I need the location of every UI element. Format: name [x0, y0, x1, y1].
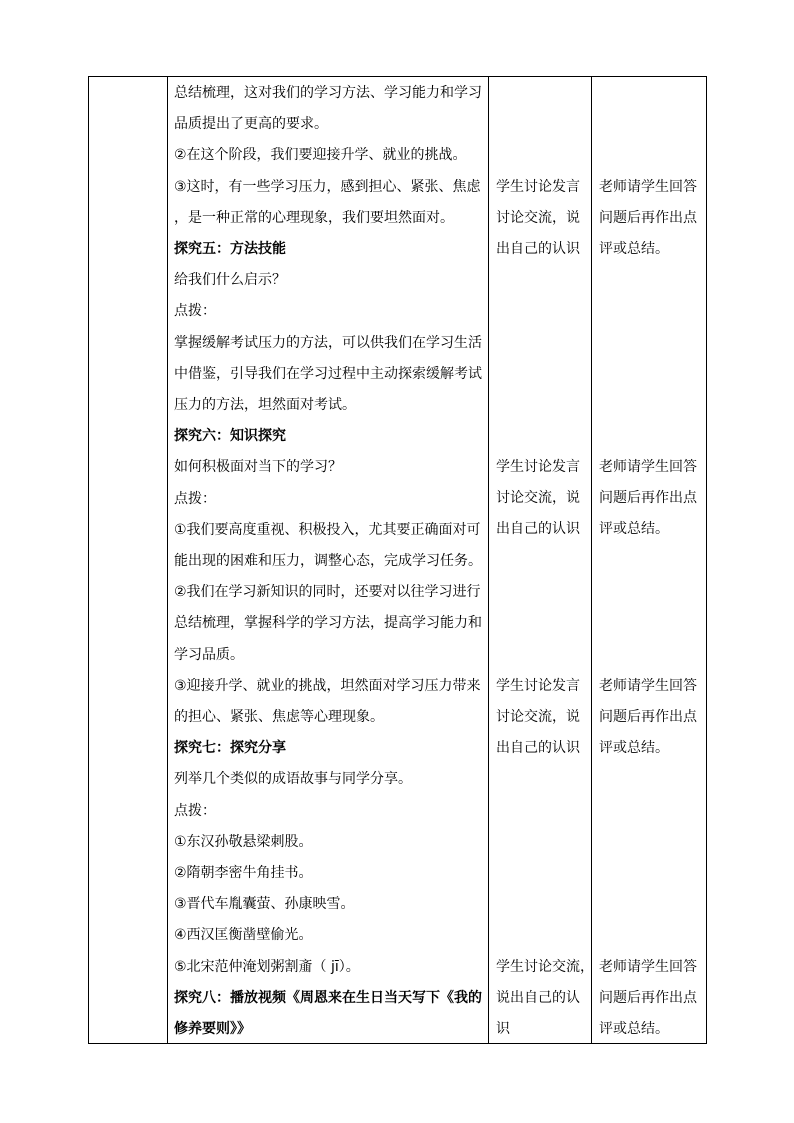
content-line: ①我们要高度重视、积极投入，尤其要正确面对可 — [174, 521, 481, 538]
student-activity-line: 学生讨论发言 — [496, 678, 580, 694]
content-line: ⑤北宋范仲淹划粥割齑（ jī）。 — [174, 958, 360, 975]
table-right-border — [706, 76, 707, 1044]
section-heading: 探究七：探究分享 — [174, 740, 286, 757]
section-heading: 修养要则》》 — [174, 1021, 251, 1037]
student-activity-line: 出自己的认识 — [496, 740, 580, 756]
teacher-activity-line: 评或总结。 — [599, 521, 669, 537]
teacher-activity-line: 老师请学生回答 — [599, 459, 697, 475]
content-line: 掌握缓解考试压力的方法，可以供我们在学习生活 — [174, 334, 482, 351]
content-line: 品质提出了更高的要求。 — [174, 116, 328, 133]
content-line: ④西汉匡衡凿壁偷光。 — [174, 927, 313, 944]
teacher-activity-line: 老师请学生回答 — [599, 959, 697, 975]
table-bottom-border — [88, 1043, 706, 1044]
teacher-activity-line: 评或总结。 — [599, 1021, 669, 1037]
content-line: 学习品质。 — [174, 646, 244, 663]
content-line: 如何积极面对当下的学习？ — [174, 459, 342, 476]
student-activity-line: 学生讨论发言 — [496, 179, 580, 195]
column-divider-1 — [167, 76, 168, 1044]
content-line: 压力的方法，坦然面对考试。 — [174, 397, 356, 413]
content-line: ①东汉孙敬悬梁刺股。 — [174, 833, 313, 850]
content-line: 的担心、紧张、焦虑等心理现象。 — [174, 709, 384, 725]
content-line: ，是一种正常的心理现象，我们要坦然面对。 — [174, 209, 454, 226]
content-line: ②隋朝李密牛角挂书。 — [174, 865, 313, 881]
content-line: 总结梳理，这对我们的学习方法、学习能力和学习 — [174, 85, 482, 101]
column-divider-2 — [488, 76, 489, 1044]
section-heading: 探究六：知识探究 — [174, 428, 286, 445]
content-line: ③迎接升学、就业的挑战，坦然面对学习压力带来 — [174, 677, 481, 694]
student-activity-line: 出自己的认识 — [496, 521, 580, 537]
content-line: 中借鉴，引导我们在学习过程中主动探索缓解考试 — [174, 365, 482, 382]
student-activity-line: 学生讨论发言 — [496, 459, 580, 475]
teacher-activity-line: 问题后再作出点 — [599, 990, 697, 1006]
teacher-activity-line: 问题后再作出点 — [599, 490, 697, 506]
section-heading: 探究八：播放视频《周恩来在生日当天写下《我的 — [174, 989, 482, 1006]
student-activity-line: 讨论交流，说 — [496, 709, 580, 725]
content-line: 列举几个类似的成语故事与同学分享。 — [174, 771, 412, 788]
teacher-activity-line: 老师请学生回答 — [599, 179, 697, 195]
section-heading: 探究五：方法技能 — [174, 241, 286, 257]
student-activity-line: 出自己的认识 — [496, 241, 580, 257]
content-line: 能出现的困难和压力，调整心态，完成学习任务。 — [174, 553, 482, 569]
content-line: ③晋代车胤囊萤、孙康映雪。 — [174, 896, 355, 913]
content-line: 点拨： — [174, 490, 216, 507]
student-activity-line: 讨论交流，说 — [496, 490, 580, 506]
content-line: ③这时，有一些学习压力，感到担心、紧张、焦虑 — [174, 178, 481, 195]
teacher-activity-line: 问题后再作出点 — [599, 210, 697, 226]
content-line: ②我们在学习新知识的同时，还要对以往学习进行 — [174, 584, 481, 601]
table-left-border — [88, 76, 89, 1044]
teacher-activity-line: 评或总结。 — [599, 740, 669, 756]
table-top-border — [88, 76, 706, 77]
content-line: 点拨： — [174, 303, 216, 320]
content-line: 总结梳理，掌握科学的学习方法，提高学习能力和 — [174, 615, 482, 632]
teacher-activity-line: 问题后再作出点 — [599, 709, 697, 725]
student-activity-line: 识 — [496, 1021, 510, 1037]
column-divider-3 — [591, 76, 592, 1044]
content-line: 给我们什么启示？ — [174, 272, 286, 289]
teacher-activity-line: 老师请学生回答 — [599, 678, 697, 694]
student-activity-line: 讨论交流，说 — [496, 210, 580, 226]
student-activity-line: 说出自己的认 — [496, 990, 580, 1006]
content-line: 点拨： — [174, 802, 216, 819]
content-line: ②在这个阶段，我们要迎接升学、就业的挑战。 — [174, 147, 467, 164]
student-activity-line: 学生讨论交流， — [496, 959, 594, 975]
teacher-activity-line: 评或总结。 — [599, 241, 669, 257]
